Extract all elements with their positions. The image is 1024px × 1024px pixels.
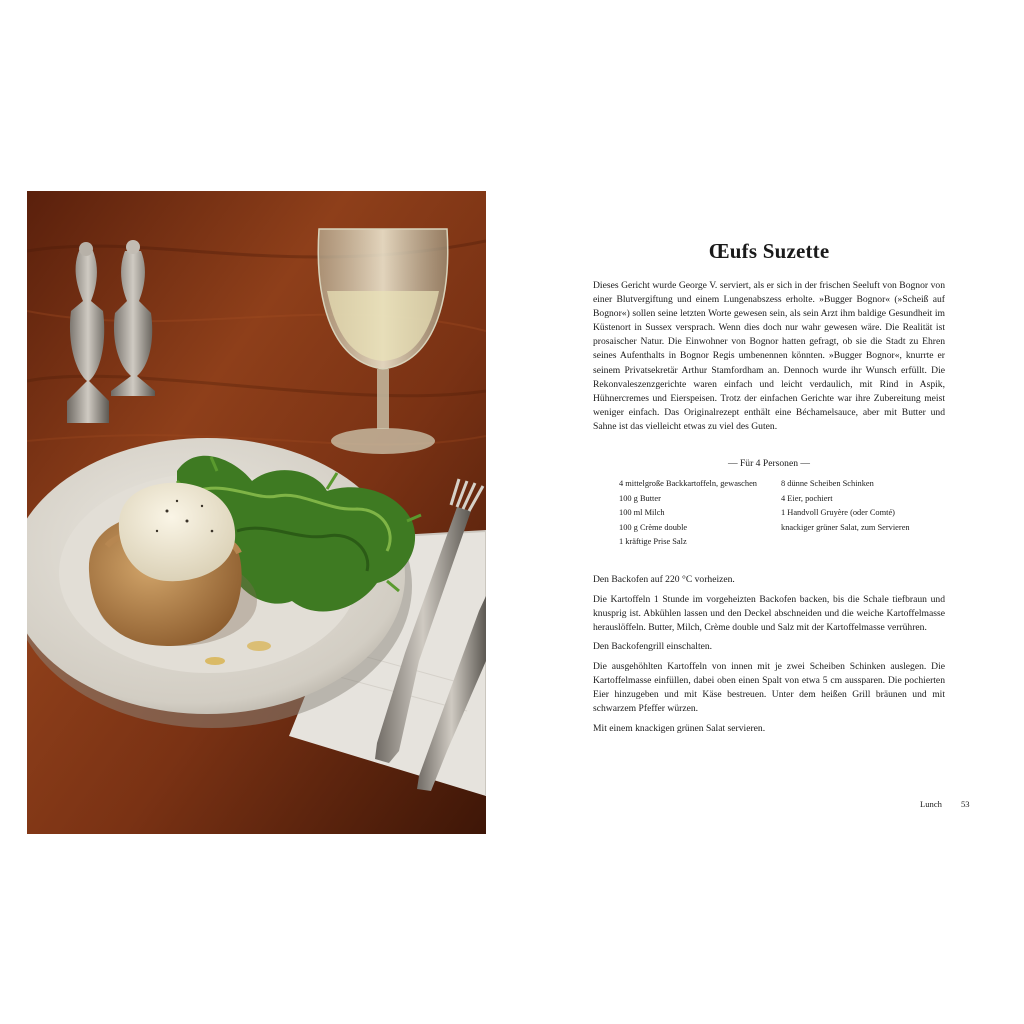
ingredient-item: 100 g Butter	[619, 493, 661, 503]
section-label: Lunch	[920, 799, 942, 809]
servings-label: — Für 4 Personen —	[727, 458, 811, 469]
recipe-step: Den Backofengrill einschalten.	[593, 641, 713, 653]
food-photo-illustration	[27, 191, 486, 834]
recipe-step: Mit einem knackigen grünen Salat servieren.	[593, 722, 766, 734]
page-number: 53	[961, 799, 970, 809]
recipe-step: Die ausgehöhlten Kartoffeln von innen mit je zwei Scheiben Schinken auslegen. Die Kartoffelmasse einfüllen, dabei oben einen Spalt von etwa 5 cm aussparen. Die pochierten Eier hinzugeben und mit Käse bestreuen. Unter dem heißen Grill bräunen und mit schwarzem Pfeffer würzen.	[593, 660, 945, 715]
ingredient-item: 4 mittelgroße Backkartoffeln, gewaschen	[619, 479, 757, 488]
ingredient-item: 100 g Crème double	[619, 522, 688, 532]
recipe-step: Den Backofen auf 220 °C vorheizen.	[593, 574, 735, 585]
ingredient-item: 1 kräftige Prise Salz	[619, 537, 687, 547]
recipe-title: Œufs Suzette	[708, 239, 830, 263]
ingredient-item: 100 ml Milch	[619, 508, 665, 518]
recipe-steps	[593, 573, 945, 741]
recipe-step: Die Kartoffeln 1 Stunde im vorgeheizten Backofen backen, bis die Schale tiefbraun und knusprig ist. Abkühlen lassen und den Deckel abschneiden und die weiche Kartoffelmasse herauslöffeln. Butter, Milch, Crème double und Salz mit der Kartoffelmasse verrühren.	[593, 593, 945, 633]
ingredient-item: 1 Handvoll Gruyère (oder Comté)	[781, 508, 895, 518]
ingredients-right-column	[781, 478, 946, 536]
ingredient-item: 8 dünne Scheiben Schinken	[781, 479, 874, 488]
ingredient-item: knackiger grüner Salat, zum Servieren	[781, 522, 910, 532]
ingredient-item: 4 Eier, pochiert	[781, 493, 833, 503]
food-photo	[27, 191, 486, 834]
recipe-intro: Dieses Gericht wurde George V. serviert, als er sich in der frischen Seeluft von Bognor von einer Blutvergiftung und einem Lungenabszess erholte. »Bugger Bognor« (»Scheiß auf Bognor«) sollen seine letzten Worte gewesen sein, als sein Arzt ihm baldige Gesundheit im Küstenort in Sussex versprach. Wenn dies doch nur wahr gewesen wäre. Die Realität ist prosaischer Natur. Die Einwohner von Bognor hatten gefragt, ob sie die Stadt zu Ehren seines Aufenthalts in Bognor Regis umbenennen könnten. »Bugger Bognor«, knurrte er seinem Privatsekretär Arthur Stamfordham an. Dennoch wurde ihr Wunsch erfüllt. Die Rekonvaleszenzgerichte waren einfach und leicht verdaulich, mit Rind in Aspik, Hühnercremes und Eierspeisen. Trotz der einfachen Gerichte war ihre Zubereitung meist weniger einfach. Das Originalrezept enthält eine Béchamelsauce, aber mit Butter und Sahne ist das vielleicht etwas zu viel des Guten.	[593, 280, 945, 432]
ingredients-left-column	[619, 478, 769, 551]
